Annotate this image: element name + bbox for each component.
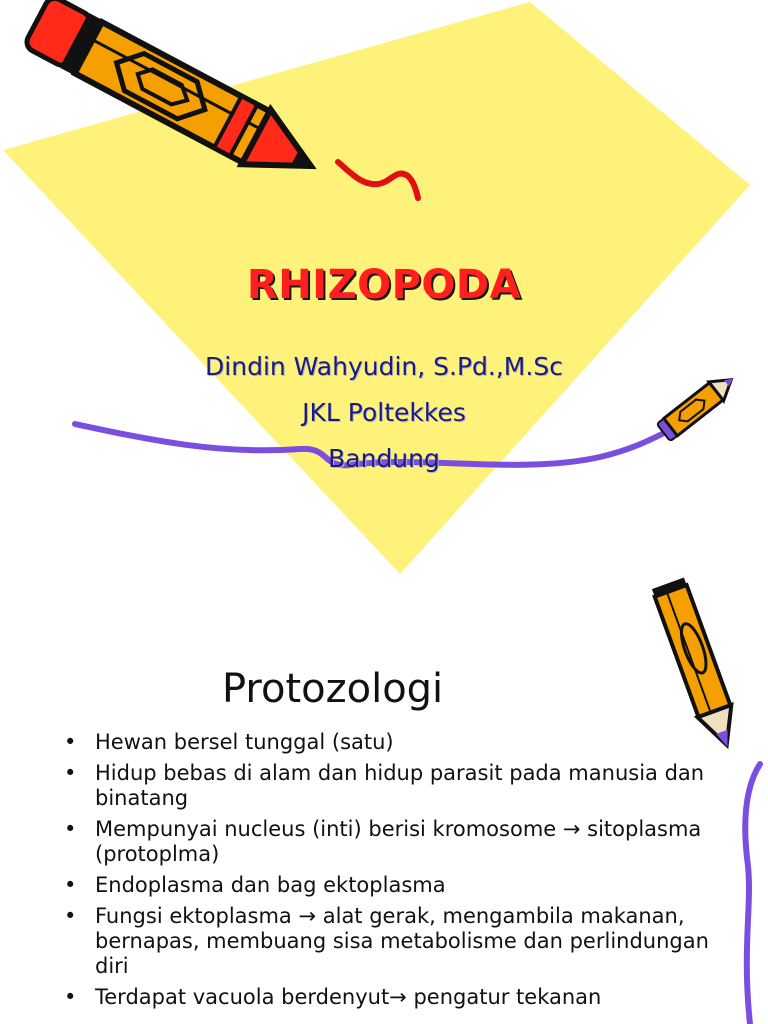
- author-block: [0, 344, 768, 482]
- list-item: [60, 730, 710, 755]
- slide-title: Protozologi: [222, 666, 444, 712]
- city: Bandung: [328, 444, 440, 473]
- bullet-text: Hewan bersel tunggal (satu): [95, 730, 394, 754]
- list-item: [60, 817, 710, 867]
- list-item: [60, 873, 710, 898]
- bullet-text: Terdapat vacuola berdenyut→ pengatur tekanan: [95, 985, 602, 1009]
- slide-title: RHIZOPODA: [246, 262, 522, 308]
- bullet-marker: •: [64, 873, 77, 897]
- author-name: Dindin Wahyudin, S.Pd.,M.Sc: [205, 352, 563, 381]
- list-item: [60, 904, 710, 979]
- bullet-text: Mempunyai nucleus (inti) berisi kromosome → sitoplasma (protoplma): [95, 817, 702, 866]
- bullet-list: [60, 730, 710, 1016]
- bullet-text: Endoplasma dan bag ektoplasma: [95, 873, 446, 897]
- bullet-marker: •: [64, 761, 77, 785]
- institution: JKL Poltekkes: [302, 398, 466, 427]
- list-item: [60, 761, 710, 811]
- bullet-marker: •: [64, 730, 77, 754]
- bullet-text: Hidup bebas di alam dan hidup parasit pada manusia dan binatang: [95, 761, 705, 810]
- bullet-marker: •: [64, 904, 77, 928]
- purple-scribble: [745, 764, 760, 1024]
- vertical-pencil-icon: [651, 577, 744, 753]
- bullet-text: Fungsi ektoplasma → alat gerak, mengambila makanan, bernapas, membuang sisa metabolisme dan perlindungan diri: [95, 904, 709, 978]
- bullet-marker: •: [64, 985, 77, 1009]
- content-slide: [0, 576, 768, 1024]
- bullet-marker: •: [64, 817, 77, 841]
- list-item: [60, 985, 710, 1010]
